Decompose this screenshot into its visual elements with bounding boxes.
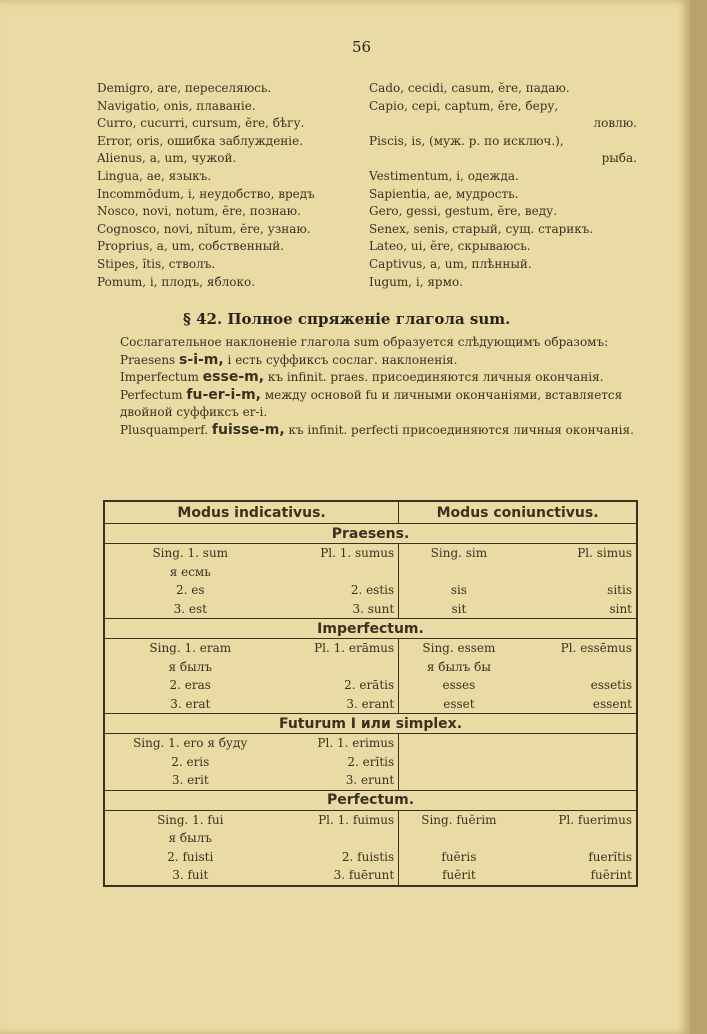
table-cell: 2. eris bbox=[171, 754, 210, 769]
table-cell: esses bbox=[442, 678, 476, 693]
table-cell: я есмь bbox=[169, 564, 211, 579]
conjugation-rule bbox=[100, 422, 640, 440]
table-row bbox=[104, 658, 637, 677]
tense-section-title bbox=[104, 714, 637, 734]
vocab-left-column bbox=[97, 80, 315, 291]
table-cell: 3. fuērunt bbox=[276, 866, 399, 886]
rule-form: fuisse-m, bbox=[211, 421, 285, 438]
table-header-row bbox=[104, 501, 637, 524]
vocab-entry: Piscis, is, (муж. р. по исключ.), bbox=[369, 133, 564, 148]
vocab-entry: Proprius, a, um, собственный. bbox=[97, 239, 285, 254]
vocab-entry: Lateo, ui, ĕre, скрываюсь. bbox=[369, 239, 531, 254]
table-cell bbox=[399, 734, 519, 753]
tense-title: Imperfectum. bbox=[104, 619, 637, 639]
tense-title: Perfectum. bbox=[104, 790, 637, 810]
table-cell: 3. est bbox=[173, 601, 207, 616]
tense-title: Futurum I или simplex. bbox=[104, 714, 637, 734]
vocab-entry: Nosco, novi, notum, ĕre, познаю. bbox=[97, 204, 301, 219]
table-cell: fuĕrit bbox=[442, 868, 476, 883]
table-cell: fuĕris bbox=[441, 849, 477, 864]
vocab-entry: Pomum, i, плодъ, яблоко. bbox=[97, 274, 256, 289]
table-row bbox=[104, 563, 637, 582]
intro-paragraph bbox=[100, 334, 640, 439]
table-cell: sint bbox=[609, 601, 632, 616]
table-cell: 3. erit bbox=[171, 773, 209, 788]
table-cell: 2. fuistis bbox=[276, 848, 399, 867]
vocab-entry: Cado, cecidi, casum, ĕre, падаю. bbox=[369, 81, 570, 95]
table-cell: 2. estis bbox=[276, 581, 399, 600]
table-cell bbox=[399, 563, 519, 582]
tense-title: Praesens. bbox=[104, 524, 637, 544]
table-cell: 3. fuit bbox=[172, 868, 209, 883]
table-cell: essent bbox=[592, 696, 632, 711]
table-cell: Sing. 1. ero я буду bbox=[133, 736, 248, 751]
vocab-entry: Alienus, a, um, чужой. bbox=[97, 151, 237, 166]
table-cell: 2. fuisti bbox=[167, 849, 214, 864]
table-cell: sit bbox=[451, 601, 467, 616]
table-cell: я былъ bbox=[168, 831, 212, 846]
page-edge bbox=[690, 0, 707, 1034]
table-cell: Pl. fuerimus bbox=[558, 812, 632, 827]
intro-text: Сослагательное наклоненіе глагола sum образуется слѣдующимъ образомъ: bbox=[120, 335, 609, 349]
table-cell: 2. erĭtis bbox=[276, 753, 399, 772]
vocab-entry: Curro, cucurri, cursum, ĕre, бѣгу. bbox=[97, 116, 305, 131]
vocab-entry: ловлю. bbox=[593, 116, 637, 131]
vocab-entry: Vestimentum, i, одежда. bbox=[369, 168, 519, 183]
table-cell: Sing. 1. sum bbox=[152, 546, 229, 561]
table-cell: Pl. essēmus bbox=[560, 641, 632, 656]
vocab-entry: Senex, senis, старый, сущ. старикъ. bbox=[369, 221, 594, 236]
rule-text: между основой fu и личными окончаніями, вставляется двойной суффиксъ er-i. bbox=[120, 387, 623, 419]
rule-tense: Praesens bbox=[120, 352, 176, 367]
table-row bbox=[104, 810, 637, 829]
table-cell: 3. erant bbox=[276, 695, 399, 714]
table-cell: fuerĭtis bbox=[588, 849, 632, 864]
conjugation-rule bbox=[100, 387, 640, 422]
vocab-entry: Iugum, i, ярмо. bbox=[369, 274, 463, 289]
table-row bbox=[104, 695, 637, 714]
section-heading: § 42. Полное спряженіе глагола sum. bbox=[183, 310, 511, 328]
vocab-entry: Error, oris, ошибка заблужденіе. bbox=[97, 133, 304, 148]
table-cell bbox=[519, 563, 637, 582]
vocab-entry: Sapientia, ae, мудрость. bbox=[369, 186, 519, 201]
rule-tense: Imperfectum bbox=[120, 370, 199, 384]
table-cell: sis bbox=[450, 583, 467, 598]
table-cell: 3. sunt bbox=[276, 600, 399, 619]
table-cell: essetis bbox=[590, 678, 632, 693]
table-cell: Sing. 1. eram bbox=[149, 641, 232, 656]
table-cell bbox=[519, 771, 637, 790]
vocab-right-column bbox=[369, 80, 637, 291]
table-cell: Pl. simus bbox=[577, 546, 632, 561]
vocab-entry: Gero, gessi, gestum, ĕre, веду. bbox=[369, 204, 558, 219]
vocab-entry: Demigro, are, переселяюсь. bbox=[97, 81, 272, 95]
table-cell: 3. erat bbox=[170, 696, 211, 711]
table-cell: fuĕrint bbox=[590, 868, 632, 883]
vocab-entry: Incommŏdum, i, неудобство, вредъ bbox=[97, 186, 315, 201]
table-cell: Pl. 1. sumus bbox=[276, 544, 399, 563]
table-row bbox=[104, 771, 637, 790]
table-cell: sitis bbox=[607, 583, 632, 598]
tense-section-title bbox=[104, 524, 637, 544]
table-cell: 2. eras bbox=[169, 678, 211, 693]
table-row bbox=[104, 639, 637, 658]
vocab-entry: Cognosco, novi, nĭtum, ĕre, узнаю. bbox=[97, 221, 311, 236]
table-cell: Sing. fuĕrim bbox=[421, 812, 497, 827]
table-row bbox=[104, 600, 637, 619]
table-cell bbox=[399, 753, 519, 772]
rule-tense: Plusquamperf. bbox=[120, 422, 209, 437]
rule-form: s-i-m, bbox=[179, 351, 224, 368]
table-cell: 2. es bbox=[175, 583, 205, 598]
table-cell: я былъ bbox=[168, 659, 212, 674]
table-cell: 2. erātis bbox=[276, 676, 399, 695]
table-cell bbox=[519, 734, 637, 753]
table-cell: я былъ бы bbox=[426, 659, 491, 674]
table-cell: 3. erunt bbox=[276, 771, 399, 790]
header-indicative: Modus indicativus. bbox=[104, 501, 399, 524]
tense-section-title bbox=[104, 790, 637, 810]
table-cell: esset bbox=[443, 696, 475, 711]
table-row bbox=[104, 753, 637, 772]
table-cell: Pl. 1. fuimus bbox=[276, 810, 399, 829]
table-cell: Pl. 1. erimus bbox=[276, 734, 399, 753]
rule-form: fu-er-i-m, bbox=[186, 386, 261, 403]
table-cell: Sing. essem bbox=[422, 641, 496, 656]
table-row bbox=[104, 676, 637, 695]
table-cell bbox=[276, 658, 399, 677]
vocab-entry: Navigatio, onis, плаванie. bbox=[97, 98, 256, 113]
table-cell bbox=[519, 829, 637, 848]
vocab-entry: Lingua, ae, языкъ. bbox=[97, 168, 212, 183]
table-row bbox=[104, 734, 637, 753]
table-row bbox=[104, 866, 637, 886]
conjugation-rule bbox=[100, 352, 640, 370]
table-cell bbox=[519, 753, 637, 772]
table-row bbox=[104, 829, 637, 848]
conjugation-rule bbox=[100, 369, 640, 387]
table-cell: Pl. 1. erāmus bbox=[276, 639, 399, 658]
rule-text: къ infinit. perfecti присоединяются личныя окончанія. bbox=[288, 422, 634, 437]
rule-text: i есть суффиксъ сослаг. наклоненія. bbox=[227, 352, 458, 367]
rule-text: къ infinit. praes. присоединяются личныя окончанія. bbox=[267, 370, 604, 384]
tense-section-title bbox=[104, 619, 637, 639]
table-cell bbox=[399, 771, 519, 790]
header-coniunctive: Modus coniunctivus. bbox=[399, 501, 637, 524]
rule-tense: Perfectum bbox=[120, 387, 183, 402]
table-cell bbox=[276, 829, 399, 848]
table-cell bbox=[399, 829, 519, 848]
table-row bbox=[104, 581, 637, 600]
vocab-entry: Captivus, a, um, плѣнный. bbox=[369, 256, 532, 271]
table-row bbox=[104, 544, 637, 563]
rule-form: esse-m, bbox=[202, 369, 265, 385]
table-row bbox=[104, 848, 637, 867]
vocab-entry: Capio, cepi, captum, ĕre, беру, bbox=[369, 98, 559, 113]
table-cell: Sing. sim bbox=[430, 546, 488, 561]
vocab-entry: Stipes, ĭtis, стволъ. bbox=[97, 256, 216, 271]
table-cell: Sing. 1. fui bbox=[157, 812, 224, 827]
conjugation-table bbox=[103, 500, 638, 887]
table-cell bbox=[276, 563, 399, 582]
page-number: 56 bbox=[352, 38, 372, 56]
vocab-entry: рыба. bbox=[601, 151, 637, 166]
table-cell bbox=[519, 658, 637, 677]
